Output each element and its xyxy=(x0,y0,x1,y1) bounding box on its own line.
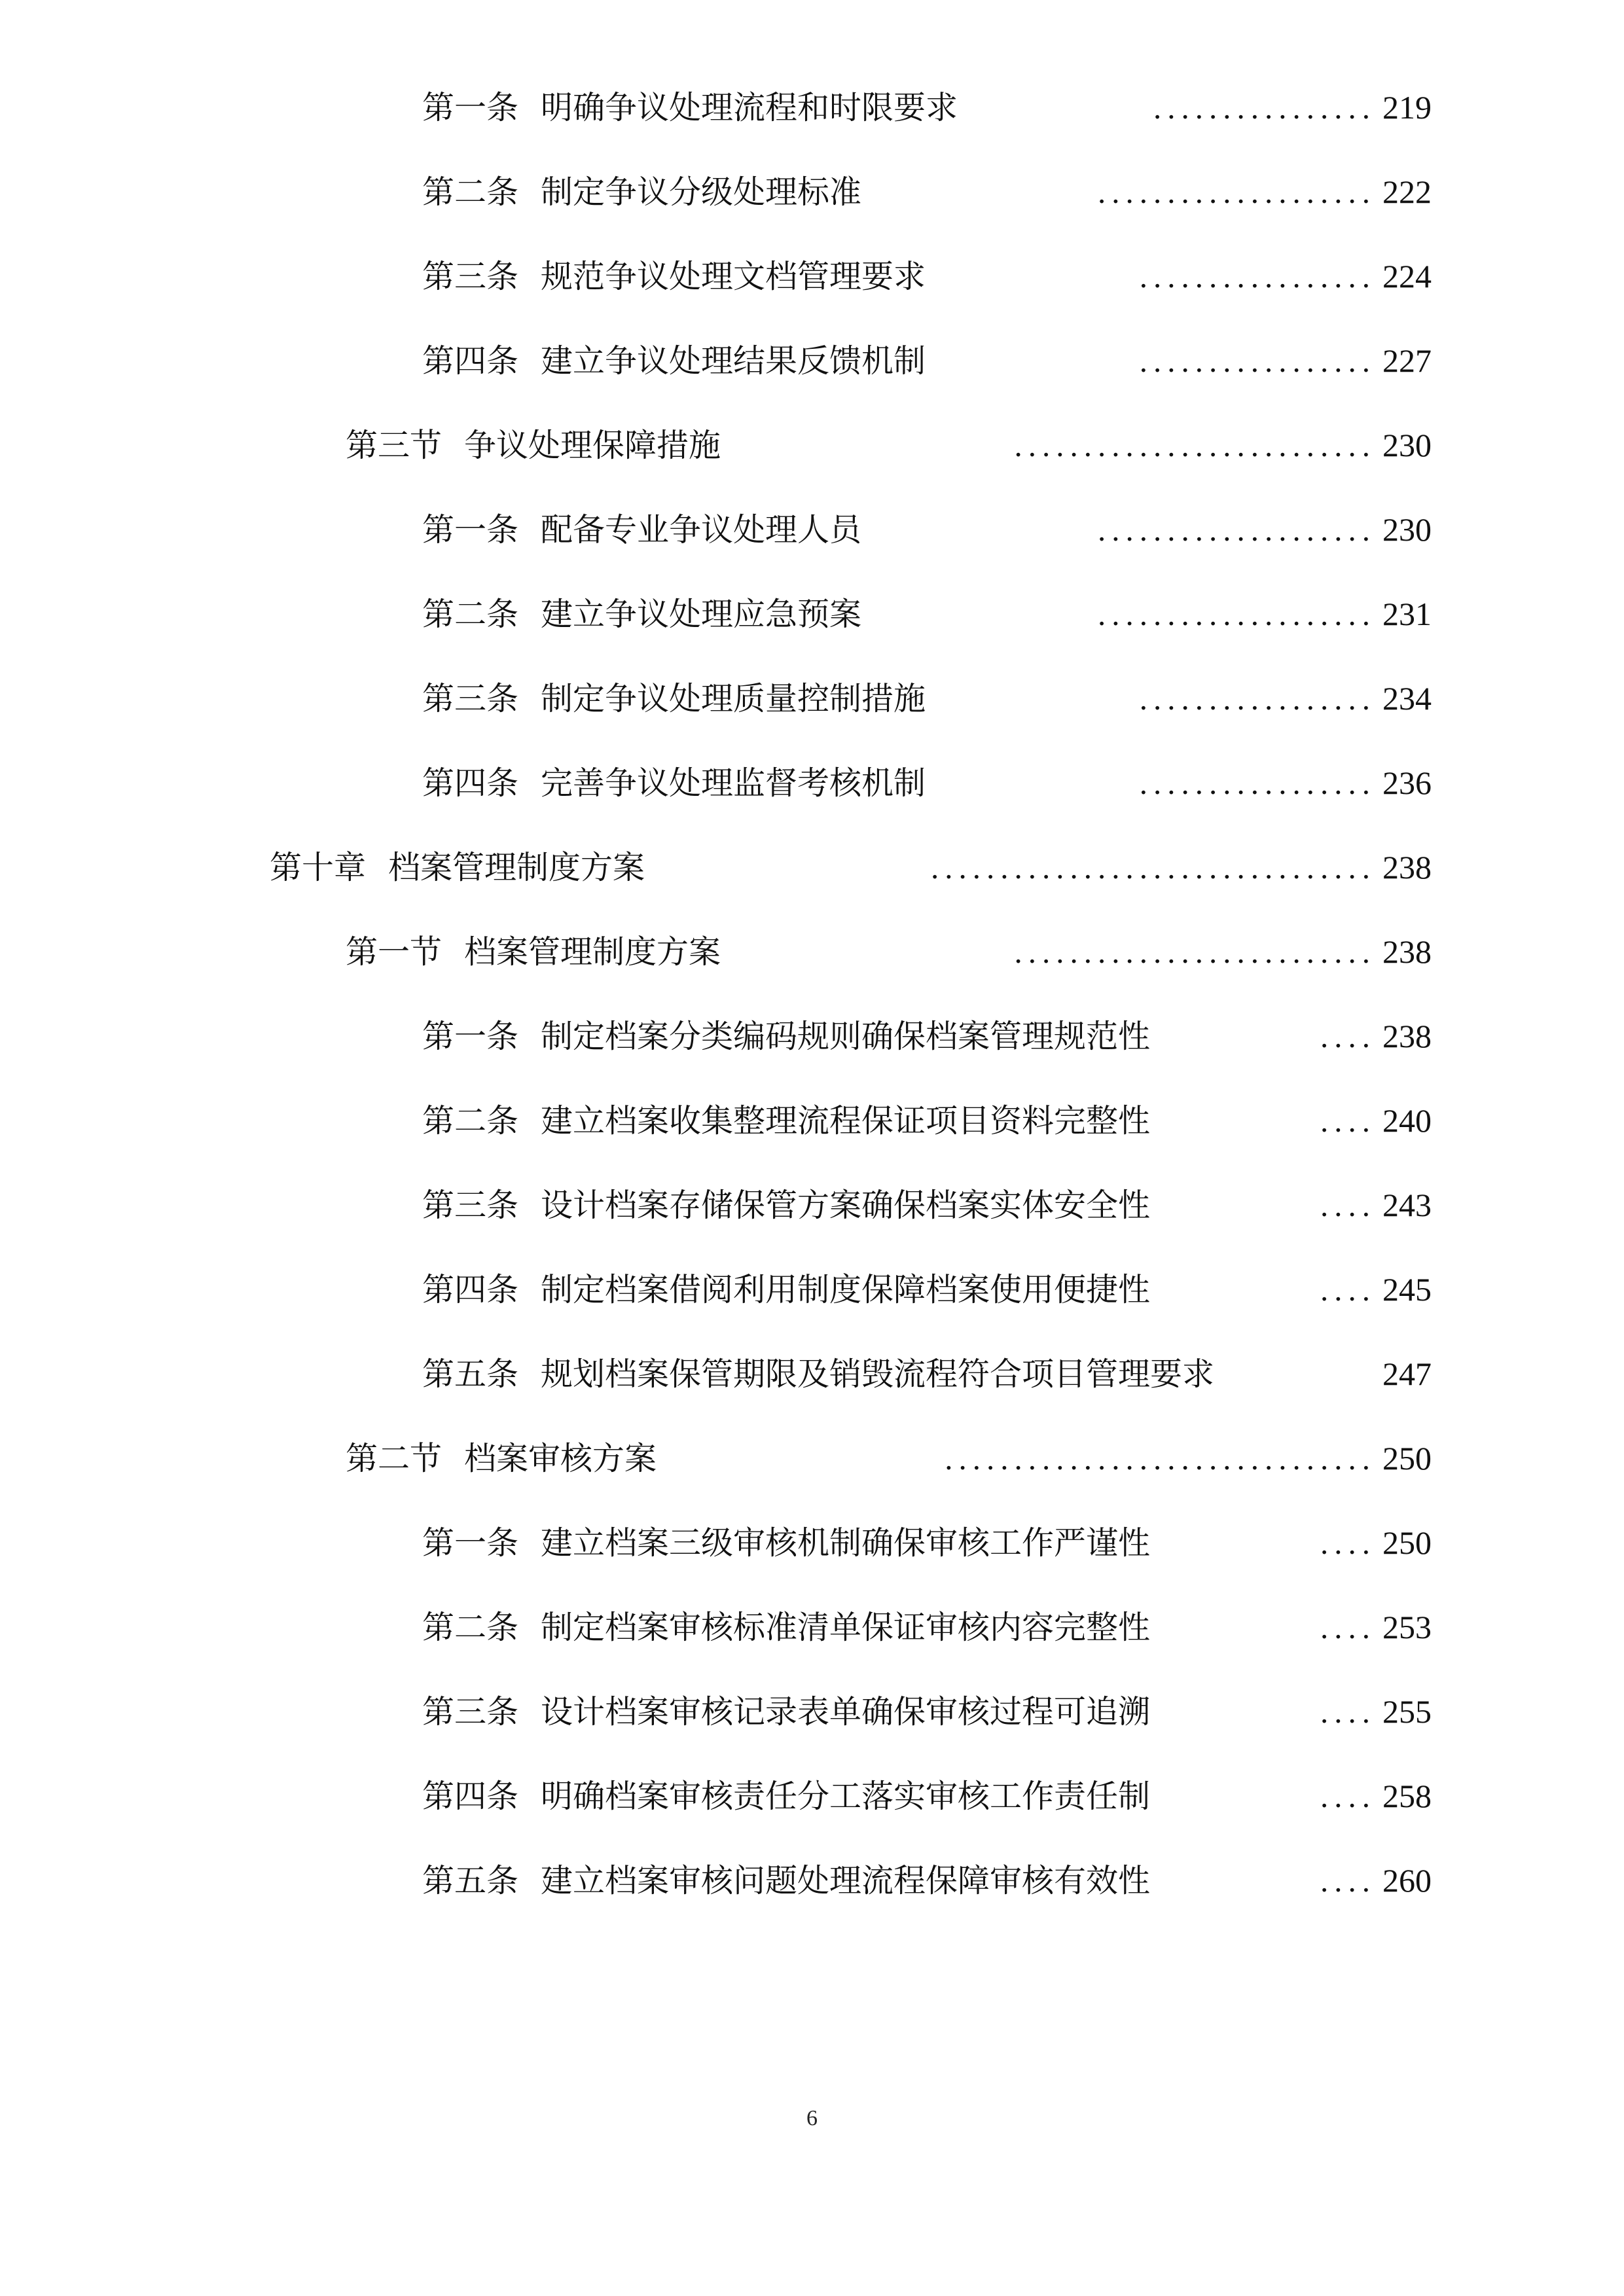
entry-number: 第一条 xyxy=(422,89,519,126)
dot-leader: .... xyxy=(1320,1525,1376,1561)
toc-entry[interactable] xyxy=(422,588,1432,640)
toc-entry[interactable] xyxy=(346,1432,1432,1484)
entry-number: 第三条 xyxy=(422,258,519,295)
entry-page-number: 258 xyxy=(1382,1778,1432,1814)
dot-leader: ................. xyxy=(1139,259,1376,295)
entry-title: 档案管理制度方案 xyxy=(388,849,645,886)
dot-leader: .................... xyxy=(1098,174,1376,210)
entry-page-number: 245 xyxy=(1382,1271,1432,1308)
toc-entry[interactable] xyxy=(422,503,1432,556)
entry-page-number: 231 xyxy=(1382,596,1432,632)
dot-leader: .... xyxy=(1320,1863,1376,1899)
entry-number: 第一节 xyxy=(346,933,442,971)
entry-number: 第四条 xyxy=(422,1778,519,1815)
entry-title: 争议处理保障措施 xyxy=(464,427,721,464)
dot-leader: ................. xyxy=(1139,765,1376,801)
entry-number: 第十章 xyxy=(270,849,367,886)
entry-page-number: 243 xyxy=(1382,1187,1432,1223)
dot-leader: ................. xyxy=(1139,681,1376,717)
toc-entry[interactable] xyxy=(422,334,1432,387)
toc-entry[interactable] xyxy=(422,1685,1432,1738)
entry-title: 明确争议处理流程和时限要求 xyxy=(541,89,958,126)
toc-entry[interactable] xyxy=(422,250,1432,302)
entry-title: 规范争议处理文档管理要求 xyxy=(541,258,926,295)
toc-entry[interactable] xyxy=(422,1601,1432,1653)
entry-title: 档案管理制度方案 xyxy=(464,933,721,971)
entry-number: 第三条 xyxy=(422,1693,519,1731)
entry-page-number: 260 xyxy=(1382,1862,1432,1899)
entry-page-number: 238 xyxy=(1382,1018,1432,1054)
entry-title: 制定争议处理质量控制措施 xyxy=(541,680,926,717)
entry-number: 第二条 xyxy=(422,596,519,633)
entry-page-number: 230 xyxy=(1382,427,1432,463)
dot-leader: .... xyxy=(1320,1018,1376,1054)
entry-page-number: 240 xyxy=(1382,1102,1432,1139)
entry-title: 制定档案分类编码规则确保档案管理规范性 xyxy=(541,1018,1151,1055)
toc-entry[interactable] xyxy=(346,925,1432,978)
dot-leader: ............................... xyxy=(945,1441,1376,1477)
entry-page-number: 224 xyxy=(1382,258,1432,295)
entry-page-number: 227 xyxy=(1382,342,1432,379)
dot-leader: .... xyxy=(1320,1187,1376,1223)
toc-entry[interactable] xyxy=(422,757,1432,809)
entry-title: 配备专业争议处理人员 xyxy=(541,511,862,548)
entry-title: 完善争议处理监督考核机制 xyxy=(541,764,926,802)
entry-number: 第五条 xyxy=(422,1862,519,1899)
entry-number: 第三条 xyxy=(422,1187,519,1224)
entry-number: 第二条 xyxy=(422,173,519,211)
entry-title: 建立档案审核问题处理流程保障审核有效性 xyxy=(541,1862,1151,1899)
entry-number: 第三节 xyxy=(346,427,442,464)
entry-title: 设计档案审核记录表单确保审核过程可追溯 xyxy=(541,1693,1151,1731)
toc-entry[interactable] xyxy=(422,1516,1432,1569)
entry-title: 建立争议处理应急预案 xyxy=(541,596,862,633)
entry-title: 制定争议分级处理标准 xyxy=(541,173,862,211)
entry-title: 设计档案存储保管方案确保档案实体安全性 xyxy=(541,1187,1151,1224)
entry-number: 第四条 xyxy=(422,342,519,380)
toc-entry[interactable] xyxy=(422,166,1432,218)
entry-number: 第一条 xyxy=(422,511,519,548)
page-footer-number: 6 xyxy=(806,2106,818,2130)
entry-number: 第二条 xyxy=(422,1102,519,1139)
dot-leader: ................ xyxy=(1153,90,1376,126)
entry-page-number: 255 xyxy=(1382,1693,1432,1730)
dot-leader: .......................... xyxy=(1014,427,1376,463)
dot-leader: .................... xyxy=(1098,596,1376,632)
entry-page-number: 250 xyxy=(1382,1524,1432,1561)
toc-entry[interactable] xyxy=(422,1179,1432,1231)
dot-leader: .... xyxy=(1320,1609,1376,1645)
entry-title: 建立档案三级审核机制确保审核工作严谨性 xyxy=(541,1524,1151,1562)
entry-page-number: 250 xyxy=(1382,1440,1432,1477)
entry-number: 第四条 xyxy=(422,1271,519,1308)
toc-entry[interactable] xyxy=(422,81,1432,134)
entry-title: 明确档案审核责任分工落实审核工作责任制 xyxy=(541,1778,1151,1815)
entry-number: 第二条 xyxy=(422,1609,519,1646)
entry-number: 第二节 xyxy=(346,1440,442,1477)
dot-leader: ................. xyxy=(1139,343,1376,379)
entry-page-number: 236 xyxy=(1382,764,1432,801)
entry-page-number: 253 xyxy=(1382,1609,1432,1645)
entry-page-number: 238 xyxy=(1382,933,1432,970)
entry-page-number: 222 xyxy=(1382,173,1432,210)
dot-leader: .................... xyxy=(1098,512,1376,548)
entry-number: 第一条 xyxy=(422,1018,519,1055)
toc-entry[interactable] xyxy=(422,1010,1432,1062)
entry-page-number: 238 xyxy=(1382,849,1432,886)
entry-page-number: 247 xyxy=(1382,1355,1432,1392)
entry-page-number: 219 xyxy=(1382,89,1432,126)
toc-entry[interactable] xyxy=(422,1094,1432,1147)
entry-page-number: 234 xyxy=(1382,680,1432,717)
dot-leader: .... xyxy=(1320,1694,1376,1730)
dot-leader: ................................ xyxy=(931,850,1376,886)
toc-entry[interactable] xyxy=(422,1263,1432,1316)
entry-number: 第一条 xyxy=(422,1524,519,1562)
entry-number: 第四条 xyxy=(422,764,519,802)
entry-title: 档案审核方案 xyxy=(464,1440,657,1477)
toc-entry[interactable] xyxy=(422,1348,1432,1400)
dot-leader: .... xyxy=(1320,1778,1376,1814)
entry-title: 制定档案借阅利用制度保障档案使用便捷性 xyxy=(541,1271,1151,1308)
toc-entry[interactable] xyxy=(422,1770,1432,1822)
toc-entry[interactable] xyxy=(270,841,1432,893)
dot-leader: .... xyxy=(1320,1272,1376,1308)
entry-title: 制定档案审核标准清单保证审核内容完整性 xyxy=(541,1609,1151,1646)
dot-leader: .... xyxy=(1320,1103,1376,1139)
toc-entry[interactable] xyxy=(422,1854,1432,1907)
entry-number: 第五条 xyxy=(422,1355,519,1393)
entry-title: 规划档案保管期限及销毁流程符合项目管理要求 xyxy=(541,1355,1215,1393)
toc-entry[interactable] xyxy=(346,419,1432,471)
entry-title: 建立档案收集整理流程保证项目资料完整性 xyxy=(541,1102,1151,1139)
dot-leader: .......................... xyxy=(1014,934,1376,970)
entry-page-number: 230 xyxy=(1382,511,1432,548)
entry-title: 建立争议处理结果反馈机制 xyxy=(541,342,926,380)
entry-number: 第三条 xyxy=(422,680,519,717)
toc-entry[interactable] xyxy=(422,672,1432,725)
